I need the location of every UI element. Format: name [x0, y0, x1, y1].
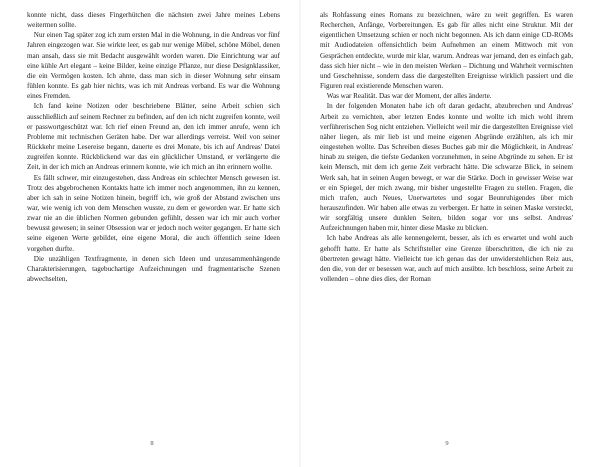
paragraph: Es fällt schwer, mir einzugestehen, dass Andreas ein schlechter Mensch gewesen ist. Trotz des abgebrochenen Kontakts hatte ich immer noch angenommen, ihn zu kennen, aber ich sah in seine Notizen hinein, begriff ich, wie groß der Abstand zwischen uns war, wie wenig ich von dem Menschen wusste, zu dem er geworden war. Er hatte sich zwar nie an die üblichen Normen gebunden gefühlt, dessen war ich mir auch vorher bewusst gewesen; in seiner Obsession war er jedoch noch weiter gegangen. Er hatte sich seine eigenen Werte gebildet, eine eigene Moral, die auch öffentlich seine Ideen vorgehen durfte.: [27, 173, 280, 253]
left-page-number: 8: [150, 440, 154, 447]
paragraph: Nur einen Tag später zog ich zum ersten Mal in die Wohnung, in die Andreas vor fünf Jahren eingezogen war. Sie wirkte leer, es gab nur wenige Möbel, schöne Möbel, denen man ansah, dass sie mit Bedacht ausgewählt worden waren. Die Einrichtung war auf eine kühle Art elegant – keine Bilder, keine einzige Pflanze, nur diese Designklassiker, die ein Vermögen kosten. Ich ahnte, dass man sich in dieser Wohnung sehr einsam fühlen konnte. Es gab hier nichts, was ich mit Andreas verband. Es war die Wohnung eines Fremden.: [27, 31, 280, 101]
paragraph: Ich habe Andreas als alle kennengelernt, besser, als ich es erwartet und wohl auch gehofft hatte. Er hatte als Schriftsteller eine Grenze überschritten, die ich nie zu übertreten gewagt hätte. Vielleicht tue ich genau das der unwiderstehlichen Reiz aus, den die, von der er besessen war, auch auf mich ausübte. Ich beschloss, seine Arbeit zu vollenden – ohne dies dies, der Roman: [320, 234, 573, 284]
left-page-text: [27, 10, 280, 450]
paragraph: Was war Realität. Das war der Moment, der alles änderte.: [326, 92, 492, 101]
paragraph: konnte nicht, dass dieses Fingerhütchen die nächsten zwei Jahre meines Lebens weitermen sollte.: [27, 11, 280, 30]
paragraph: als Rohfassung eines Romans zu bezeichnen, wäre zu weit gegriffen. Es waren Recherchen, Anfänge, Vorbereitungen. Es gab für alles nicht eine Struktur. Mit der eigentlichen Umsetzung schien er noch nicht begonnen. Als ich dann einige CD-ROMs mit Audiodateien offensichtlich beim Aufnehmen an einem Mittwoch mit von Gesprächen entdeckte, wurde mir klar, warum. Andreas war jemand, den es einfach gab, dass sich hier nicht – wie in den meisten Werken – Dichtung und Wahrheit vermischten und Geschehnisse, sondern dass die dargestellten Ereignisse wirklich passiert und die Figuren real existierende Menschen waren.: [320, 11, 573, 91]
book-gutter: [299, 0, 301, 467]
right-page-number: 9: [445, 440, 449, 447]
right-page-text: [320, 10, 573, 450]
paragraph: Ich fand keine Notizen oder beschriebene Blätter, seine Arbeit schien sich ausschließlich auf seinem Rechner zu befinden, auf den ich nicht zugreifen konnte, weil er passwortgeschützt war. Ich rief einen Freund an, den ich immer anrufe, wenn ich Probleme mit technischen Geräten habe. Der war allerdings verreist. Weil von seiner Rückkehr meine Lesereise begann, dauerte es drei Monate, bis ich auf Andreas' Datei zugreifen konnte. Rückblickend war das ein glücklicher Umstand, er verlängerte die Zeit, in der ich mich an Andreas erinnern konnte, wie ich mich an ihn erinnern wollte.: [27, 102, 280, 172]
paragraph: In der folgenden Monaten habe ich oft daran gedacht, abzubrechen und Andreas' Arbeit zu vernichten, aber letzten Endes konnte und wollte ich mich wohl ihrem verführerischen Sog nicht entziehen. Vielleicht weil mir die dargestellten Ereignisse viel näher liegen, als mir lieb ist und meine eigenen Abgründe erzählten, als ich mir eingestehen wollte. Das Schreiben dieses Buches gab mir die Möglichkeit, in Andreas' hinab zu steigen, die tiefste Gedanken vorzunehmen, in seine Abgründe zu sehen. Er ist kein Mensch, mit dem ich gerne Zeit verbracht hätte. Die schwarze Blick, in seinem Werk sah, hat in seinen Augen bewegt, er war die Stärke. Doch in gewisser Weise war er ein Spiegel, der mich zwang, mir bisher ungestellte Fragen zu stellen. Fragen, die mich trafen, auch Neues, Unerwartetes und sogar Beunruhigendes über mich herauszufinden. Wir haben alle etwas zu verbergen. Er hatte in seinen Maske versteckt, wir sorgfältig unsere dunklen Seiten, bilden sogar vor uns selbst. Andreas' Aufzeichnungen haben mir, hinter diese Maske zu blicken.: [320, 102, 573, 233]
paragraph: Die unzähligen Textfragmente, in denen sich Ideen und unzusammenhängende Charakterisierungen, tagebuchartige Aufzeichnungen und fragmentarische Szenen abwechselten,: [27, 254, 280, 284]
